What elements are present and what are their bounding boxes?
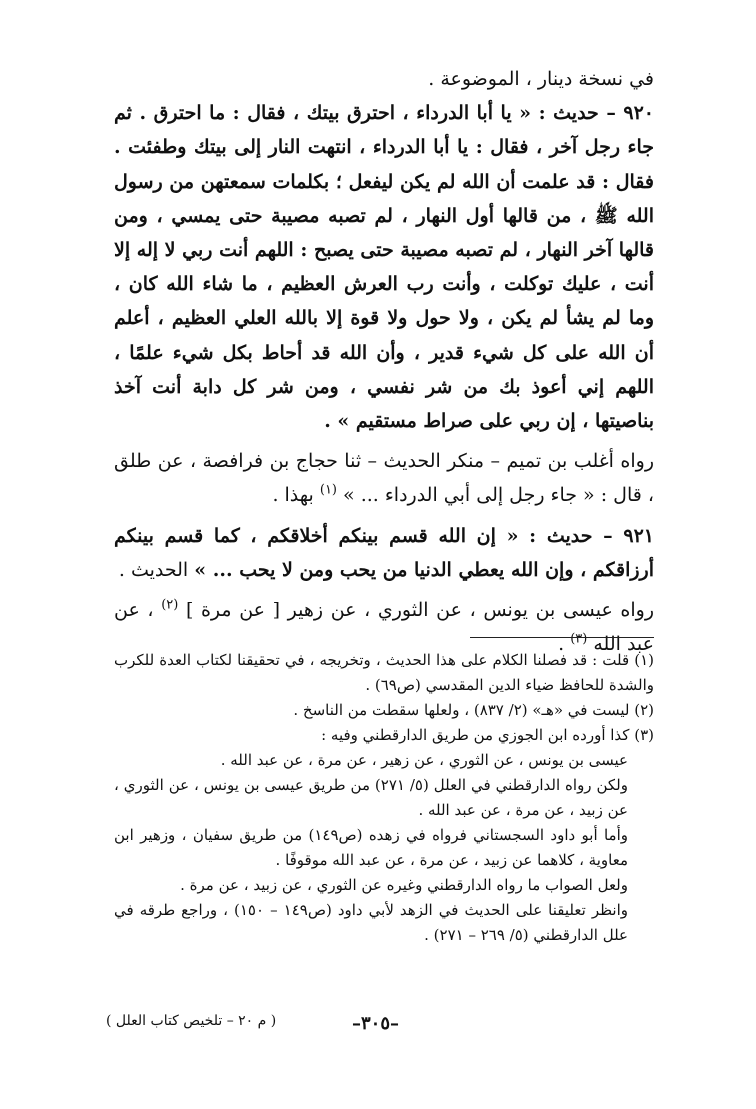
footnote-divider [470, 637, 654, 638]
footnote-3-line-1: عيسى بن يونس ، عن الثوري ، عن زهير ، عن مرة ، عن عبد الله . [220, 751, 628, 769]
book-signature: ( م ٢٠ – تلخيص كتاب العلل ) [106, 1013, 277, 1029]
footnote-ref-3[interactable]: (٣) [570, 631, 588, 647]
hadith-921-end: الحديث . [118, 558, 195, 581]
footnote-3-line-5: وانظر تعليقنا على الحديث في الزهد لأبي داود (ص١٤٩ – ١٥٠) ، وراجع طرقه في علل الدارقطني (٥/ ٢٦٩ – ٢٧١) . [114, 901, 628, 944]
footnotes [114, 648, 654, 948]
footnote-3: (٣) كذا أورده ابن الجوزي من طريق الدارقطني وفيه : [321, 726, 654, 744]
footnote-ref-1[interactable]: (١) [319, 483, 337, 499]
hadith-921-text: ٩٢١ – حديث : « إن الله قسم بينكم أخلاقكم ، كما قسم بينكم أرزاقكم ، وإن الله يعطي الدنيا من يحب ومن لا يحب ... » [114, 524, 654, 581]
footnote-ref-2[interactable]: (٢) [161, 597, 179, 613]
narration-920 [114, 444, 654, 512]
main-text [114, 62, 654, 661]
narration-921-text: رواه عيسى بن يونس ، عن الثوري ، عن زهير [ عن مرة ] [178, 599, 655, 622]
footnote-1: (١) قلت : قد فصلنا الكلام على هذا الحديث ، وتخريجه ، في تحقيقنا لكتاب العدة للكرب والشدة للحافظ ضياء الدين المقدسي (ص٦٩) . [114, 651, 654, 694]
hadith-921 [114, 519, 654, 587]
intro-line: في نسخة دينار ، الموضوعة . [428, 68, 654, 90]
narration-921-end: . [558, 633, 571, 656]
hadith-920: ٩٢٠ – حديث : « يا أبا الدرداء ، احترق بيتك ، فقال : ما احترق . ثم جاء رجل آخر ، فقال : يا أبا الدرداء ، انتهت النار إلى بيتك وطفئت . فقال : قد علمت أن الله لم يكن ليفعل ؛ بكلمات سمعتهن من رسول الله ﷺ ، من قالها أول النهار ، لم تصبه مصيبة حتى يمسي ، ومن قالها آخر النهار ، لم تصبه مصيبة حتى يصبح : اللهم أنت ربي لا إله إلا أنت ، عليك توكلت ، وأنت رب العرش العظيم ، ما شاء الله كان ، وما لم يشأ لم يكن ، ولا حول ولا قوة إلا بالله العلي العظيم ، أعلم أن الله على كل شيء قدير ، وأن الله قد أحاط بكل شيء علمًا ، اللهم إني أعوذ بك من شر نفسي ، ومن شر كل دابة أنت آخذ بناصيتها ، إن ربي على صراط مستقيم » . [114, 102, 654, 433]
footnote-2: (٢) ليست في «هـ» (٢/ ٨٣٧) ، ولعلها سقطت من الناسخ . [293, 701, 654, 719]
page-number: –٣٠٥– [352, 1013, 400, 1034]
narration-920-end: بهذا . [272, 484, 320, 507]
footnote-3-line-4: ولعل الصواب ما رواه الدارقطني وغيره عن الثوري ، عن زبيد ، عن مرة . [180, 876, 628, 894]
narration-920-text: رواه أغلب بن تميم – منكر الحديث – ثنا حجاج بن فرافصة ، عن طلق ، قال : « جاء رجل إلى أبي الدرداء ... » [114, 450, 654, 507]
footnote-3-line-3: وأما أبو داود السجستاني فرواه في زهده (ص١٤٩) من طريق سفيان ، وزهير ابن معاوية ، كلاهما عن زبيد ، عن مرة ، عن عبد الله موقوفًا . [114, 826, 628, 869]
footnote-3-line-2: ولكن رواه الدارقطني في العلل (٥/ ٢٧١) من طريق عيسى بن يونس ، عن الثوري ، عن زبيد ، عن مرة ، عن عبد الله . [114, 776, 628, 819]
narration-921-mid: ، عن عبد الله [114, 599, 654, 656]
